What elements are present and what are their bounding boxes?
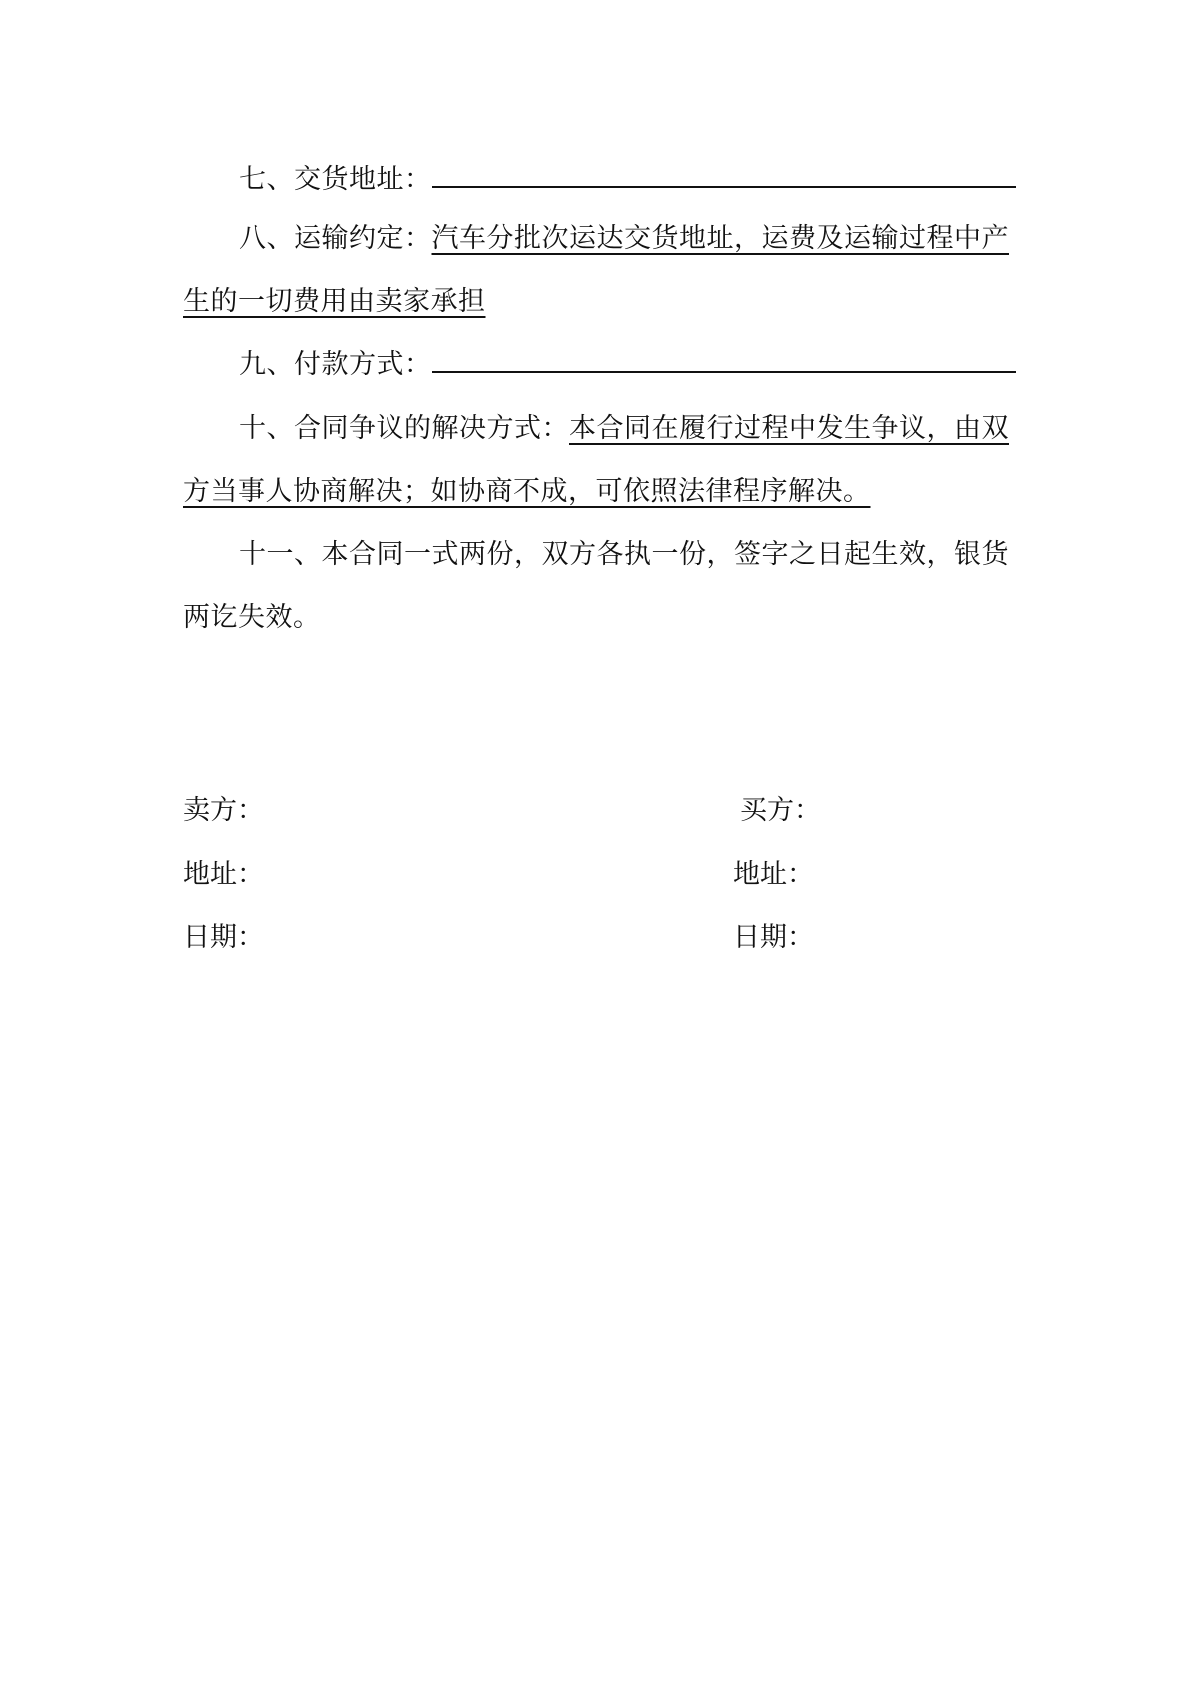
delivery-address-blank (432, 166, 1016, 188)
buyer-date-label: 日期： (733, 922, 814, 953)
seller-address-label: 地址： (183, 859, 264, 890)
clause-11 (183, 523, 1023, 649)
clause-10-text: 本合同在履行过程中发生争议，由双方当事人协商解决；如协商不成，可依照法律程序解决。 (183, 413, 1009, 507)
clause-8 (183, 207, 1023, 333)
payment-method-blank (432, 351, 1016, 373)
clause-9 (183, 333, 1079, 396)
clause-10-label: 十、合同争议的解决方式： (239, 413, 569, 444)
clause-11-text: 十一、本合同一式两份，双方各执一份，签字之日起生效，银货两讫失效。 (183, 539, 1009, 633)
clause-8-text: 汽车分批次运达交货地址，运费及运输过程中产生的一切费用由卖家承担 (183, 223, 1009, 317)
buyer-address-label: 地址： (733, 859, 814, 890)
seller-date-label: 日期： (183, 922, 264, 953)
clause-7 (183, 148, 1079, 211)
clause-8-label: 八、运输约定： (239, 223, 432, 254)
clause-7-label: 七、交货地址： (239, 164, 432, 195)
clause-9-label: 九、付款方式： (239, 349, 432, 380)
seller-label: 卖方： (183, 795, 264, 826)
clause-10 (183, 397, 1023, 523)
buyer-label: 买方： (740, 795, 821, 826)
